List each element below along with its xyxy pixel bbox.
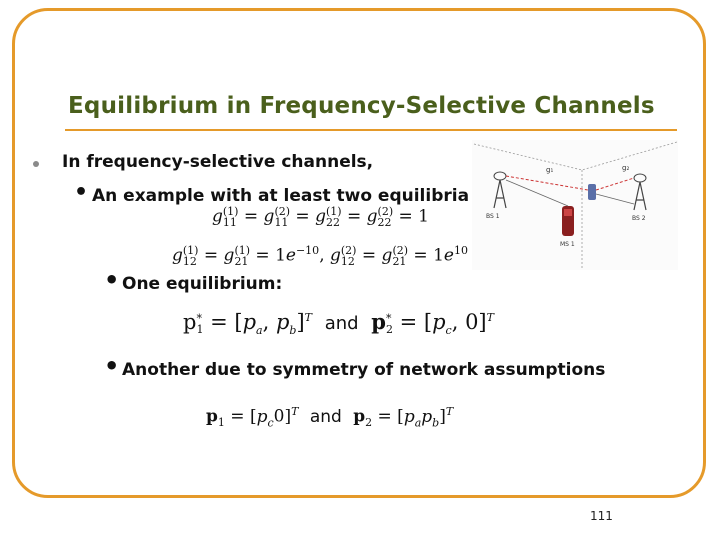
equation-gains-cross: g (1) 12 = g (1) 21 = $1e^{-10}$, g (2) 12 = g (2) 21 = $1e^{10}$	[172, 244, 468, 269]
equation-gains-direct: g (1) 11 = g (2) 11 = g (1) 22 = g (2) 22 = 1	[212, 205, 429, 229]
network-diagram	[472, 140, 678, 270]
bullet-mark: •	[104, 352, 120, 380]
bullet-dot	[33, 161, 39, 167]
bullet-example: An example with at least two equilibria	[92, 186, 470, 206]
slide-title: Equilibrium in Frequency-Selective Channels	[68, 93, 655, 119]
bullet-mark: •	[74, 180, 89, 205]
diagram-label-bs2: BS 2	[632, 215, 646, 222]
diagram-label-ms1: MS 1	[560, 241, 575, 248]
mobile-device-icon	[588, 184, 596, 200]
equation-equilibrium-two: $p_1 = [p_c0]^T$ and $p_2 = [p_ap_b]^T$	[206, 405, 454, 430]
diagram-label-g1: g₁	[546, 166, 554, 174]
mobile-phone-icon	[562, 206, 574, 236]
diagram-label-g2: g₂	[622, 164, 630, 172]
bullet-mark: •	[104, 266, 120, 294]
diagram-label-bs1: BS 1	[486, 213, 500, 220]
title-underline	[65, 129, 677, 131]
bullet-one-equilibrium: One equilibrium:	[122, 274, 283, 294]
bullet-another-equilibrium: Another due to symmetry of network assumptions	[122, 360, 606, 380]
page-number: 111	[590, 509, 613, 523]
equation-equilibrium-one: p * 1 = [$p_a$, $p_b]^T$ and p * 2 = [$p_c$, 0]$^T$	[183, 309, 494, 338]
bullet-frequency-selective: In frequency-selective channels,	[62, 152, 374, 172]
